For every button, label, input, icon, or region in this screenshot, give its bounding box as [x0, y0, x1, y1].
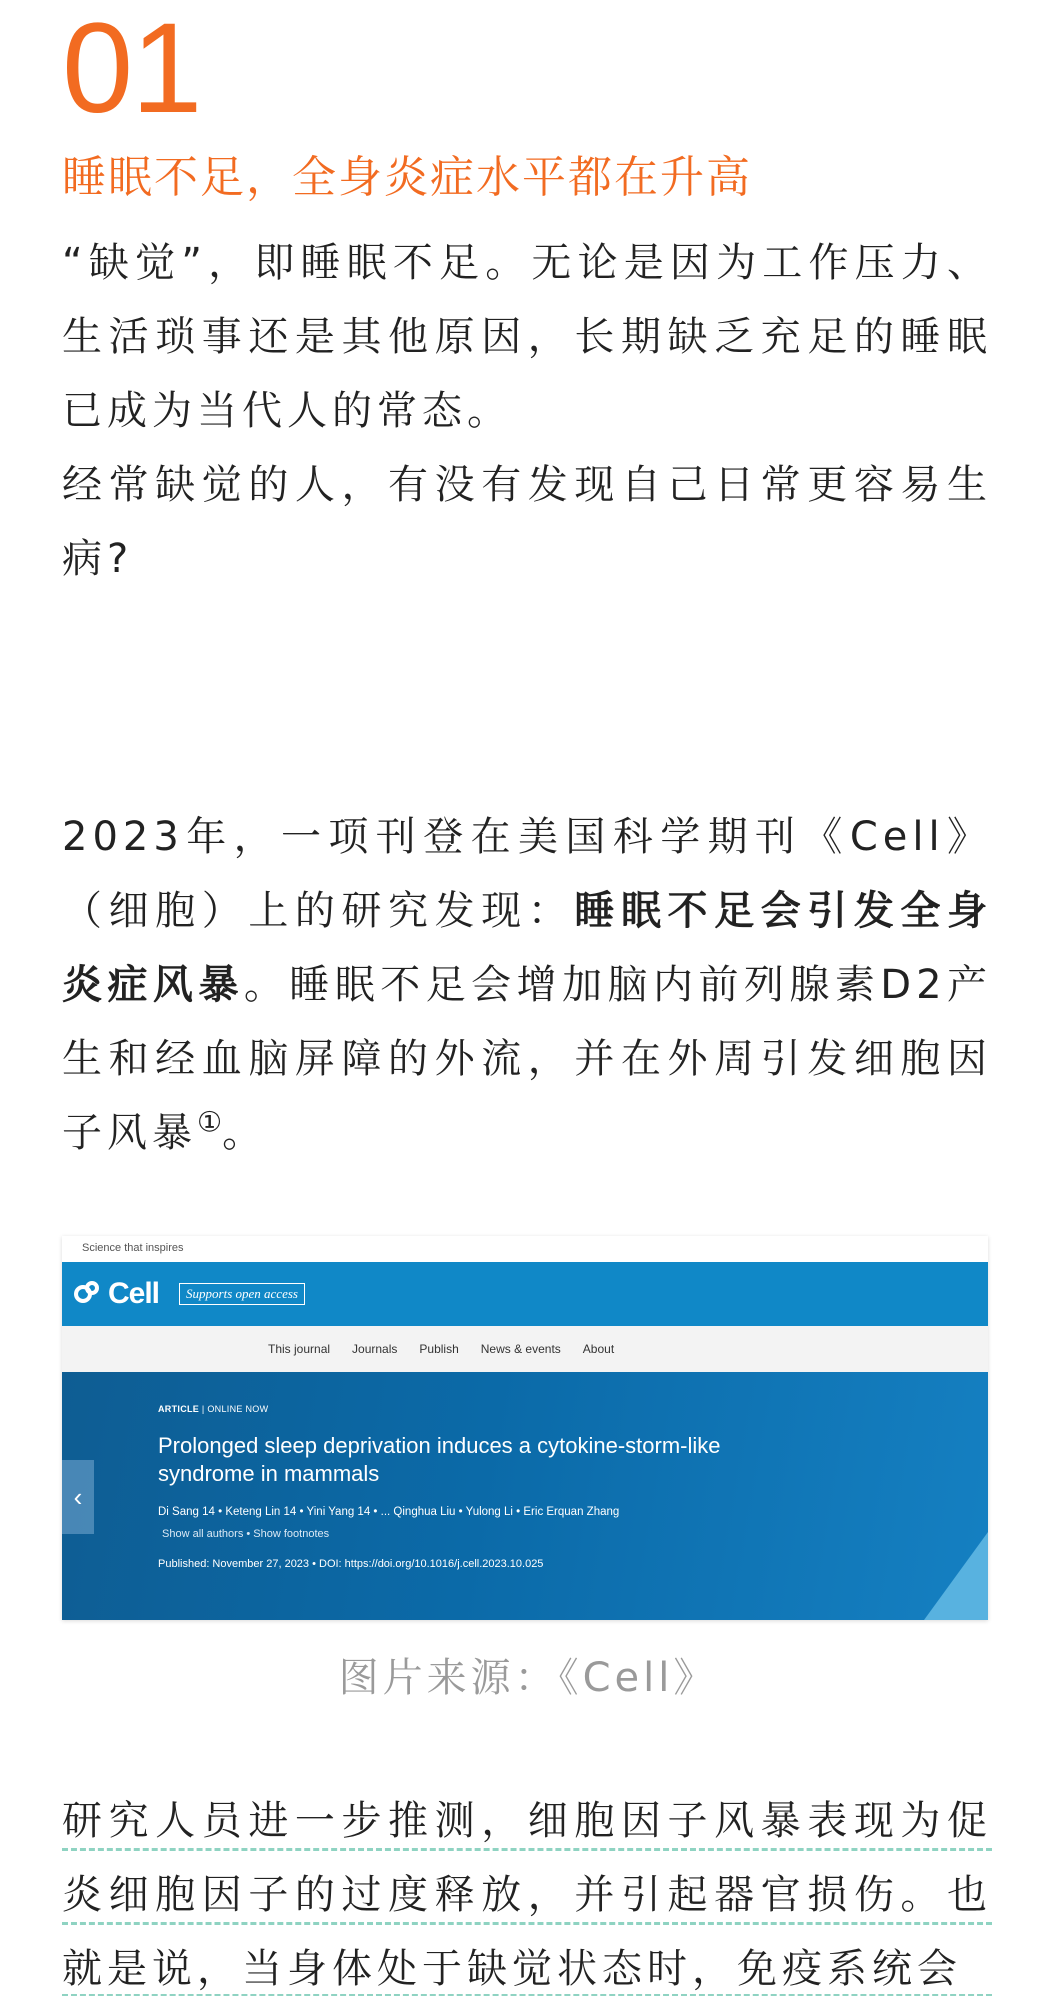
paragraph-question: 经常缺觉的人，有没有发现自己日常更容易生病? — [62, 462, 992, 582]
paragraph-intro: “缺觉”，即睡眠不足。无论是因为工作压力、生活琐事还是其他原因，长期缺乏充足的睡眠已成为当代人的常态。 — [62, 240, 992, 434]
article-tag: ARTICLE | ONLINE NOW — [158, 1404, 269, 1414]
open-access-badge: Supports open access — [179, 1283, 305, 1305]
cell-tagline: Science that inspires — [62, 1236, 988, 1262]
article-published: Published: November 27, 2023 • DOI: https://doi.org/10.1016/j.cell.2023.10.025 — [158, 1558, 544, 1570]
nav-this-journal: This journal — [268, 1342, 331, 1356]
nav-news-events: News & events — [480, 1342, 561, 1356]
nav-about: About — [582, 1342, 615, 1356]
research-text-end: 。 — [222, 1110, 268, 1156]
text-underline — [62, 1922, 992, 1925]
text-underline — [62, 1848, 992, 1851]
nav-journals: Journals — [352, 1342, 398, 1356]
cell-article-screenshot — [62, 1236, 988, 1620]
article-title: Prolonged sleep deprivation induces a cytokine-storm-like syndrome in mammals — [158, 1433, 721, 1486]
footnote-marker[interactable]: ① — [197, 1105, 223, 1139]
research-text-2: 。睡眠不足会增加脑内前列腺素D2产生和经血脑屏障的外流，并在外周引发细胞因子风暴 — [62, 962, 993, 1156]
research-text-1: 2023年，一项刊登在美国科学期刊《Cell》（细胞）上的研究发现： — [62, 814, 992, 934]
article-author-links: Show all authors • Show footnotes — [162, 1528, 330, 1540]
article-type: ARTICLE — [158, 1404, 200, 1414]
cell-logo-text: Cell — [108, 1277, 160, 1310]
section-title: 睡眠不足，全身炎症水平都在升高 — [62, 152, 752, 203]
nav-publish: Publish — [419, 1342, 459, 1356]
cell-article-hero — [62, 1372, 988, 1620]
cell-brand-bar — [62, 1262, 988, 1326]
paragraph-hypothesis: 研究人员进一步推测，细胞因子风暴表现为促炎细胞因子的过度释放，并引起器官损伤。也就是说，当身体处于缺觉状态时，免疫系统会 — [62, 1798, 992, 1992]
hero-corner-decoration — [924, 1532, 988, 1620]
research-highlight: 睡眠不足会引发全身炎症风暴 — [62, 888, 993, 1008]
cell-logo-icon — [72, 1279, 102, 1309]
cell-nav — [62, 1326, 988, 1372]
cell-logo — [72, 1277, 159, 1311]
article-status: ONLINE NOW — [207, 1404, 269, 1414]
chevron-left-icon: ‹ — [62, 1460, 94, 1534]
paragraph-research — [62, 800, 992, 1170]
image-caption: 图片来源：《Cell》 — [338, 1655, 718, 1701]
article-authors: Di Sang 14 • Keteng Lin 14 • Yini Yang 14 • ... Qinghua Liu • Yulong Li • Eric Erquan Zhang — [158, 1506, 620, 1518]
section-number: 01 — [62, 0, 201, 140]
